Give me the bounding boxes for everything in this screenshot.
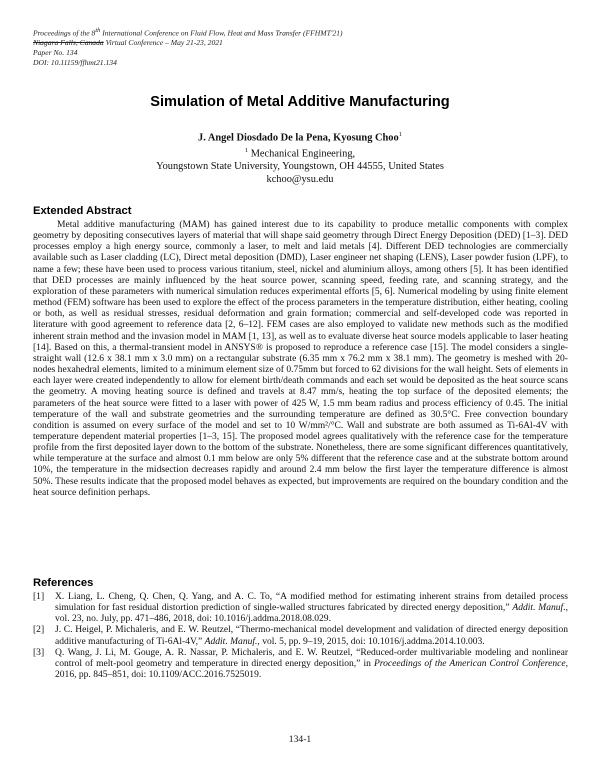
reference-journal: Addit. Manuf. (512, 602, 566, 614)
author-block (0, 129, 600, 186)
reference-journal: Proceedings of the American Control Conference (373, 657, 566, 669)
author-email: kchoo@ysu.edu (266, 173, 334, 185)
reference-item: [2] J. C. Heigel, P. Michaleris, and E. W. Reutzel, “Thermo-mechanical model development and validation of directed energy deposition additive manufacturing of Ti-6Al-4V,” Addit. Manuf., vol. 5, pp. 9–19, 2015, doi: 10.1016/j.addma.2014.10.003. (33, 624, 568, 647)
references-heading: References (33, 577, 94, 589)
struck-venue: Niagara Falls, Canada (33, 38, 104, 48)
header-doi: DOI: 10.11159/ffhmt21.134 (33, 57, 117, 67)
affiliation-dept-line: $^1$ Mechanical Engineering, (244, 147, 356, 160)
proceedings-header (33, 26, 573, 68)
reference-item: [1] X. Liang, L. Cheng, Q. Chen, Q. Yang, and A. C. To, “A modified method for estimating inherent strains from detailed process simulation for fast residual distortion prediction of single-walled structures fabricated by directed energy deposition,” Addit. Manuf., vol. 23, no. July, pp. 471–486, 2018, doi: 10.1016/j.addma.2018.08.029. (33, 591, 568, 625)
header-paper-number: Paper No. 134 (33, 48, 78, 58)
header-conference-line: Proceedings of the 8th International Conference on Fluid Flow, Heat and Mass Transfer (FFHMT'21) (33, 27, 343, 38)
reference-journal: Addit. Manuf. (204, 635, 258, 647)
page-number: 134-1 (288, 734, 312, 745)
affiliation-university: Youngstown State University, Youngstown, OH 44555, United States (156, 161, 444, 173)
reference-list (33, 591, 568, 680)
author-names: J. Angel Diosdado De la Pena, Kyosung Choo (198, 132, 399, 144)
header-venue-line: Niagara Falls, Canada Virtual Conference – May 21-23, 2021 (33, 38, 223, 48)
abstract-body: Metal additive manufacturing (MAM) has gained interest due to its capability to produce metallic components with complex geometry by depositing consecutives layers of material that will shape said geometry through Direct Energy Deposition (DED) [1–3]. DED processes employ a high energy source, commonly a laser, to melt and laid metals [4]. Different DED technologies are commercially available such as Laser cladding (LC), Direct metal deposition (DMD), Laser engineer net shaping (LENS), Laser powder fusion (LPF), to name a few; these have been used to process various titanium, steel, nickel and aluminium alloys, among others [5]. It has been identified that DED processes are mainly influenced by the heat source power, scanning speed, feeding rate, and scanning strategy, and the exploration of these parameters with numerical simulation reduces experimental efforts [5, 6]. Numerical modeling by using finite element method (FEM) software has been used to explore the effect of the process parameters in the temperature distribution, either heating, cooling or both, as well as residual stresses, residual deformation and grain formation; commercial and self-developed code was reported in literature with good agreement to reference data [2, 6–12]. FEM cases are also employed to validate new methods such as the modified inherent strain method and the invasion model in MAM [1, 13], as well as to evaluate diverse heat source models applicable to laser heating [14]. Based on this, a thermal-transient model in ANSYS® is proposed to reproduce a reference case [15]. The model considers a single-straight wall (12.6 x 38.1 mm x 3.0 mm) on a rectangular substrate (6.35 mm x 76.2 mm x 38.1 mm). The geometry is meshed with 20-nodes hexahedral elements, limited to a minimum element size of 0.75mm but forced to 62 divisions for the wall height. Sets of elements in each layer were created independently to allow for element birth/death commands and each set would be deposited as the heat source scans the geometry. A moving heating source is defined and travels at 8.47 mm/s, heating the top surface of the deposited elements; the parameters of the heat source were fitted to a laser with power of 425 W, 1.5 mm beam radius and process efficiency of 0.45. The initial temperature of the wall and substrate geometries and the surrounding temperature are defined as 30.5°C. Free convection boundary condition is assumed on every surface of the model and set to 10 W/mm²/°C. Wall and substrate are both assumed as Ti-6Al-4V with temperature dependent material properties [1–3, 15]. The proposed model agrees qualitatively with the reference case for the temperature profile from the first deposited layer down to the bottom of the substrate. Nonetheless, there are some significant differences quantitatively, while temperature at the surface and almost 0.1 mm below are only 5% different that the reference case and at the substrate bottom around 10%, the temperature in the midsection decreases rapidly and around 2.4 mm below the first layer the temperature difference is almost 50%. These results indicate that the proposed model behaves as expected, but improvements are required on the boundary condition and the heat source definition perhaps. (33, 219, 568, 498)
paper-title: Simulation of Metal Additive Manufacturing (150, 94, 450, 110)
author-names-line: J. Angel Diosdado De la Pena, Kyosung Choo$^1$ (198, 131, 402, 144)
abstract-heading: Extended Abstract (33, 205, 132, 217)
reference-item: [3] Q. Wang, J. Li, M. Gouge, A. R. Nassar, P. Michaleris, and E. W. Reutzel, “Reduced-order multivariable modeling and nonlinear control of melt-pool geometry and temperature in directed energy deposition,” in Proceedings of the American Control Conference, 2016, pp. 845–851, doi: 10.1109/ACC.2016.7525019. (33, 646, 568, 681)
